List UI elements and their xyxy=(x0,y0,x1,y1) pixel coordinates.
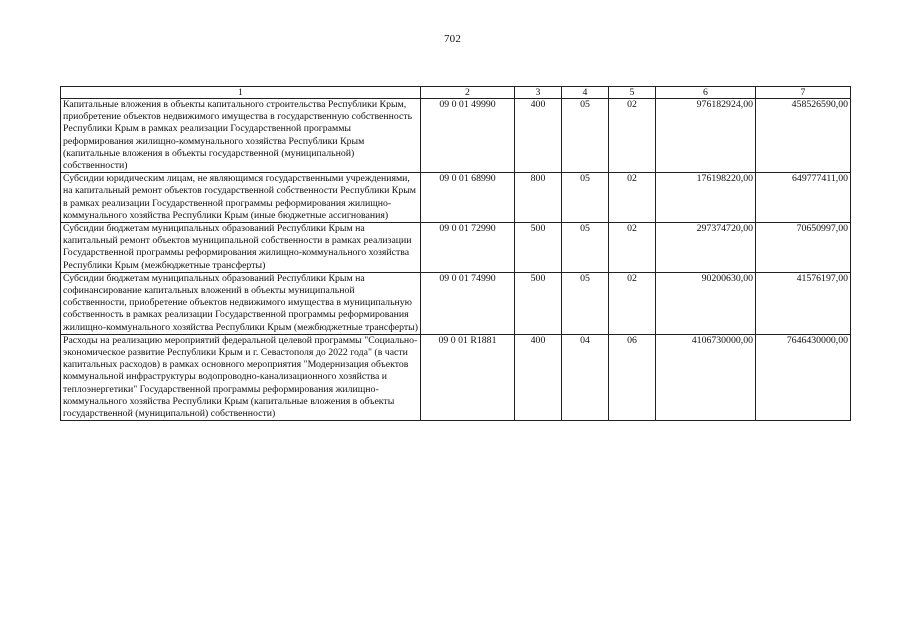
row-target-code: 09 0 01 72990 xyxy=(421,223,515,273)
column-header: 6 xyxy=(656,87,756,99)
row-description: Субсидии юридическим лицам, не являющимся государственными учреждениями, на капитальный ремонт объектов государственной собственности Республики Крым в рамках реализации Государственной программы реформирования жилищно-коммунального хозяйства Республики Крым (иные бюджетные ассигнования) xyxy=(61,173,421,223)
row-amount-col7: 7646430000,00 xyxy=(756,334,851,420)
row-amount-col7: 649777411,00 xyxy=(756,173,851,223)
row-description: Расходы на реализацию мероприятий федеральной целевой программы "Социально-экономическое развитие Республики Крым и г. Севастополя до 2022 года" (в части капитальных расходов) в рамках основного мероприятия "Модернизация объектов коммунальной инфраструктуры водопроводно-канализационного хозяйства и теплоэнергетики" Государственной программы реформирования жилищно-коммунального хозяйства Республики Крым (капитальные вложения в объекты государственной (муниципальной) собственности) xyxy=(61,334,421,420)
row-description: Субсидии бюджетам муниципальных образований Республики Крым на софинансирование капитальных вложений в объекты муниципальной собственности, приобретение объектов недвижимого имущества в муниципальную собственность в рамках реализации Государственной программы реформирования жилищно-коммунального хозяйства Республики Крым (межбюджетные трансферты) xyxy=(61,272,421,334)
row-section: 05 xyxy=(562,223,609,273)
row-target-code: 09 0 01 68990 xyxy=(421,173,515,223)
row-target-code: 09 0 01 74990 xyxy=(421,272,515,334)
row-amount-col7: 70650997,00 xyxy=(756,223,851,273)
row-amount-col6: 297374720,00 xyxy=(656,223,756,273)
row-subsection: 02 xyxy=(609,272,656,334)
row-description: Субсидии бюджетам муниципальных образований Республики Крым на капитальный ремонт объектов муниципальной собственности в рамках реализации Государственной программы реформирования жилищно-коммунального хозяйства Республики Крым (межбюджетные трансферты) xyxy=(61,223,421,273)
row-subsection: 02 xyxy=(609,173,656,223)
row-amount-col7: 458526590,00 xyxy=(756,99,851,173)
row-description: Капитальные вложения в объекты капитального строительства Республики Крым, приобретение объектов недвижимого имущества в государственную собственность Республики Крым в рамках реализации Государственной программы реформирования жилищно-коммунального хозяйства Республики Крым (капитальные вложения в объекты государственной (муниципальной) собственности) xyxy=(61,99,421,173)
row-expense-type: 400 xyxy=(515,334,562,420)
page-number: 702 xyxy=(443,33,462,45)
column-header: 4 xyxy=(562,87,609,99)
row-subsection: 02 xyxy=(609,99,656,173)
row-subsection: 06 xyxy=(609,334,656,420)
column-header: 5 xyxy=(609,87,656,99)
table-row xyxy=(61,99,851,173)
column-header: 1 xyxy=(61,87,421,99)
row-section: 04 xyxy=(562,334,609,420)
row-section: 05 xyxy=(562,272,609,334)
table-row xyxy=(61,223,851,273)
row-section: 05 xyxy=(562,173,609,223)
row-amount-col6: 176198220,00 xyxy=(656,173,756,223)
row-amount-col6: 4106730000,00 xyxy=(656,334,756,420)
row-amount-col6: 976182924,00 xyxy=(656,99,756,173)
row-amount-col7: 41576197,00 xyxy=(756,272,851,334)
row-expense-type: 800 xyxy=(515,173,562,223)
row-target-code: 09 0 01 R1881 xyxy=(421,334,515,420)
row-expense-type: 500 xyxy=(515,223,562,273)
row-expense-type: 400 xyxy=(515,99,562,173)
row-section: 05 xyxy=(562,99,609,173)
budget-table xyxy=(60,86,851,421)
row-expense-type: 500 xyxy=(515,272,562,334)
table-row xyxy=(61,173,851,223)
row-amount-col6: 90200630,00 xyxy=(656,272,756,334)
row-target-code: 09 0 01 49990 xyxy=(421,99,515,173)
header-row xyxy=(61,87,851,99)
row-subsection: 02 xyxy=(609,223,656,273)
column-header: 2 xyxy=(421,87,515,99)
column-header: 3 xyxy=(515,87,562,99)
table-row xyxy=(61,334,851,420)
table-row xyxy=(61,272,851,334)
column-header: 7 xyxy=(756,87,851,99)
